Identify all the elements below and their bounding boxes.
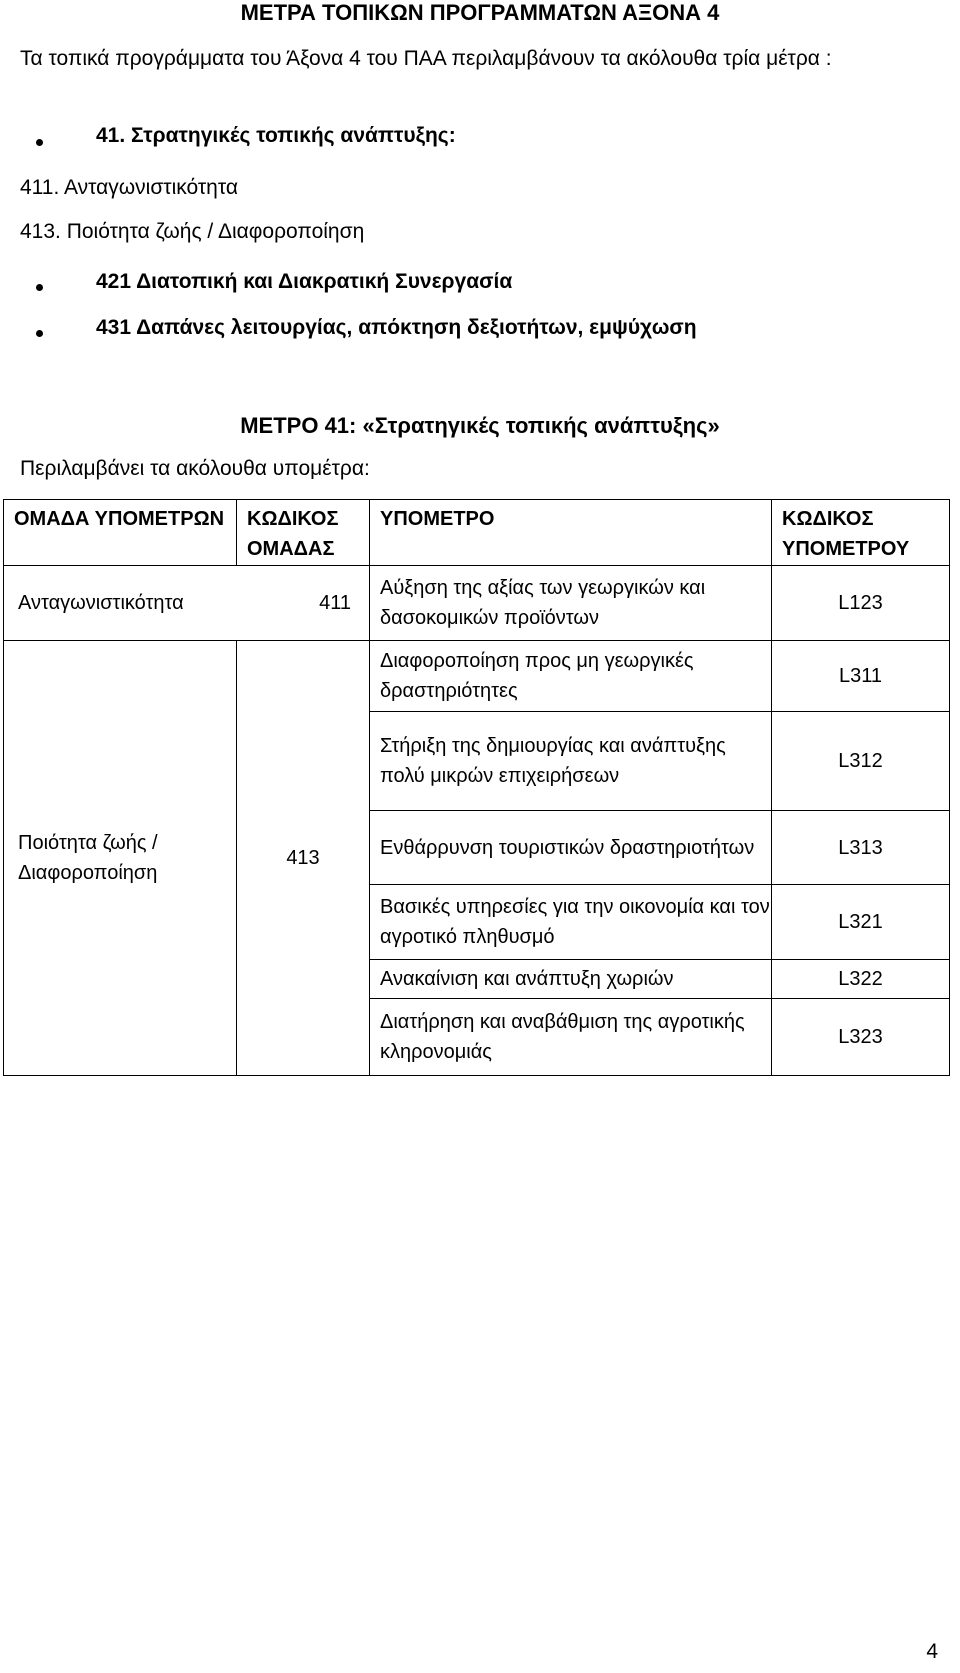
table-row (4, 641, 950, 712)
header-group: ΟΜΑΔΑ ΥΠΟΜΕΤΡΩΝ (4, 500, 237, 566)
intro-paragraph: Τα τοπικά προγράμματα του Άξονα 4 του ΠΑΑ περιλαμβάνουν τα ακόλουθα τρία μέτρα : (20, 47, 832, 70)
table-header-row (4, 500, 950, 566)
submeasure-code-cell: L322 (772, 960, 950, 999)
measure-41-title: ΜΕΤΡΟ 41: «Στρατηγικές τοπικής ανάπτυξης» (240, 413, 720, 438)
submeasure-cell: Διατήρηση και αναβάθμιση της αγροτικής κληρονομιάς (370, 999, 772, 1076)
header-submeasure-code: ΚΩΔΙΚΟΣ ΥΠΟΜΕΤΡΟΥ (772, 500, 950, 566)
header-group-code: ΚΩΔΙΚΟΣ ΟΜΑΔΑΣ (237, 500, 370, 566)
group-413-name-cell: Ποιότητα ζωής / Διαφοροποίηση (4, 641, 237, 1076)
submeasure-cell: Ενθάρρυνση τουριστικών δραστηριοτήτων (370, 811, 772, 885)
submeasure-code-cell: L123 (772, 566, 950, 641)
submeasure-cell: Αύξηση της αξίας των γεωργικών και δασοκομικών προϊόντων (370, 566, 772, 641)
submeasure-code-cell: L312 (772, 712, 950, 811)
submeasure-cell: Στήριξη της δημιουργίας και ανάπτυξης πολύ μικρών επιχειρήσεων (370, 712, 772, 811)
submeasure-code-cell: L311 (772, 641, 950, 712)
submeasures-table (3, 499, 950, 1076)
list-subitem-413: 413. Ποιότητα ζωής / Διαφοροποίηση (20, 220, 365, 243)
page-title: ΜΕΤΡΑ ΤΟΠΙΚΩΝ ΠΡΟΓΡΑΜΜΑΤΩΝ ΑΞΟΝΑ 4 (240, 0, 720, 25)
bullet-icon (36, 284, 43, 291)
group-name: Ανταγωνιστικότητα (18, 592, 184, 614)
group-411-cell (4, 566, 370, 641)
header-submeasure: ΥΠΟΜΕΤΡΟ (370, 500, 772, 566)
submeasure-cell: Βασικές υπηρεσίες για την οικονομία και τον αγροτικό πληθυσμό (370, 885, 772, 960)
submeasure-code-cell: L321 (772, 885, 950, 960)
table-row (4, 566, 950, 641)
bullet-icon (36, 330, 43, 337)
page-number: 4 (926, 1640, 938, 1663)
submeasure-code-cell: L323 (772, 999, 950, 1076)
group-code: 411 (319, 592, 351, 614)
list-subitem-411: 411. Ανταγωνιστικότητα (20, 176, 238, 199)
group-413-code-cell: 413 (237, 641, 370, 1076)
includes-label: Περιλαμβάνει τα ακόλουθα υπομέτρα: (20, 457, 370, 480)
list-item-measure-421: 421 Διατοπική και Διακρατική Συνεργασία (96, 270, 513, 293)
submeasure-code-cell: L313 (772, 811, 950, 885)
submeasure-cell: Διαφοροποίηση προς μη γεωργικές δραστηριότητες (370, 641, 772, 712)
list-item-measure-431: 431 Δαπάνες λειτουργίας, απόκτηση δεξιοτήτων, εμψύχωση (96, 316, 697, 339)
submeasure-cell: Ανακαίνιση και ανάπτυξη χωριών (370, 960, 772, 999)
list-item-measure-41: 41. Στρατηγικές τοπικής ανάπτυξης: (96, 124, 456, 147)
bullet-icon (36, 139, 43, 146)
